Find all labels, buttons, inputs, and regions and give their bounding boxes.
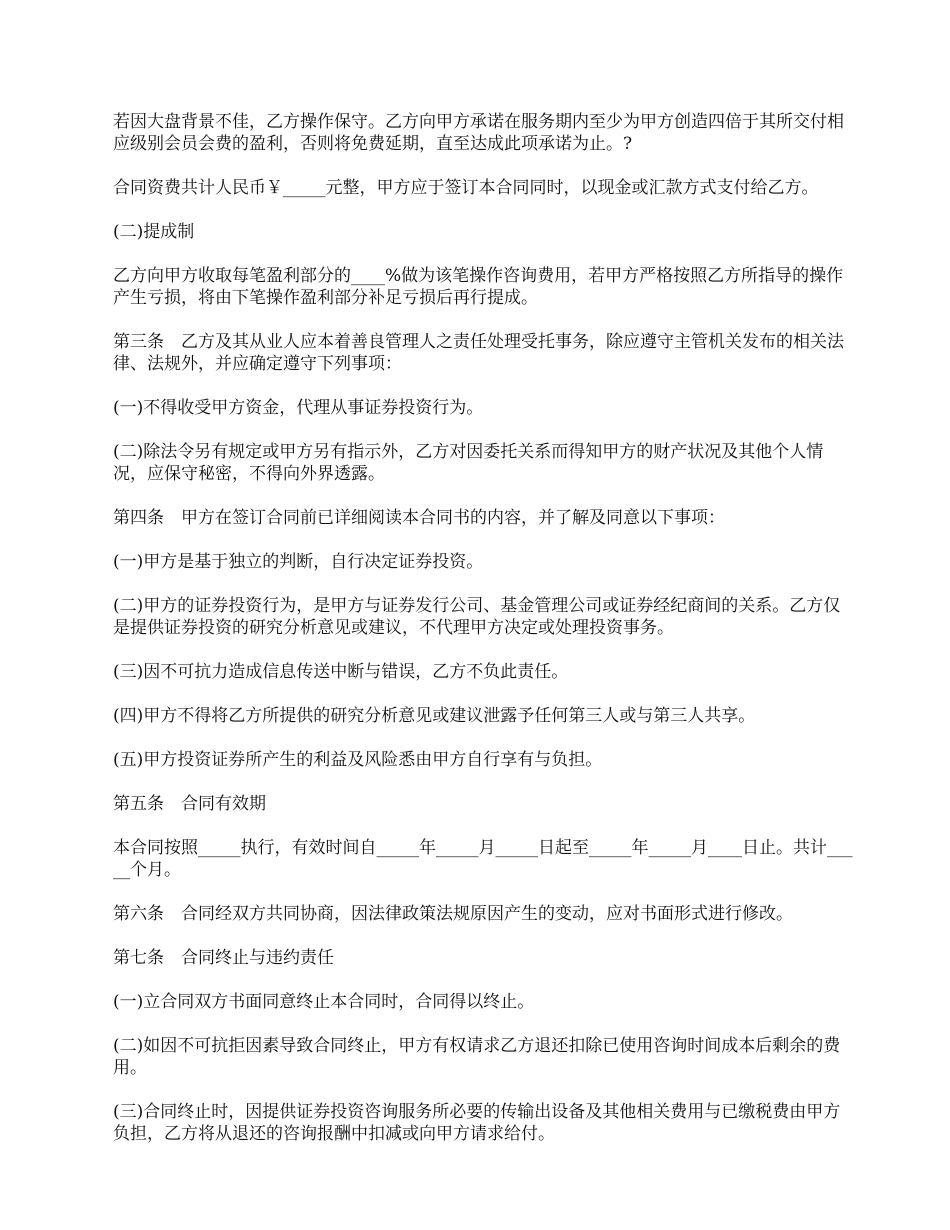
article-3-item-2: (二)除法令另有规定或甲方另有指示外，乙方对因委托关系而得知甲方的财产状况及其他个人情况，应保守秘密，不得向外界透露。	[113, 442, 824, 484]
article-3-heading: 第三条 乙方及其从业人应本着善良管理人之责任处理受托事务，除应遵守主管机关发布的相关法律、法规外，并应确定遵守下列事项：	[113, 332, 844, 374]
article-4-item-2: (二)甲方的证券投资行为，是甲方与证券发行公司、基金管理公司或证券经纪商间的关系。乙方仅是提供证券投资的研究分析意见或建议，不代理甲方决定或处理投资事务。	[113, 596, 841, 638]
article-4-item-4: (四)甲方不得将乙方所提供的研究分析意见或建议泄露予任何第三人或与第三人共享。	[113, 706, 756, 726]
paragraph-commission-heading: (二)提成制	[113, 222, 195, 242]
article-7-heading: 第七条 合同终止与违约责任	[113, 948, 334, 968]
article-3-item-1: (一)不得收受甲方资金，代理从事证券投资行为。	[113, 398, 484, 418]
paragraph-performance-guarantee: 若因大盘背景不佳，乙方操作保守。乙方向甲方承诺在服务期内至少为甲方创造四倍于其所交付相应级别会员会费的盈利，否则将免费延期，直至达成此项承诺为止。?	[113, 112, 844, 154]
article-6-amendment: 第六条 合同经双方共同协商，因法律政策法规原因产生的变动，应对书面形式进行修改。	[113, 904, 793, 924]
article-7-item-2: (二)如因不可抗拒因素导致合同终止，甲方有权请求乙方退还扣除已使用咨询时间成本后剩余的费用。	[113, 1036, 841, 1078]
paragraph-commission-terms: 乙方向甲方收取每笔盈利部分的____%做为该笔操作咨询费用，若甲方严格按照乙方所指导的操作产生亏损，将由下笔操作盈利部分补足亏损后再行提成。	[113, 266, 844, 308]
article-4-item-1: (一)甲方是基于独立的判断，自行决定证券投资。	[113, 552, 484, 572]
article-5-heading: 第五条 合同有效期	[113, 794, 266, 814]
article-4-item-3: (三)因不可抗力造成信息传送中断与错误，乙方不负此责任。	[113, 662, 569, 682]
paragraph-contract-fee: 合同资费共计人民币￥_____元整，甲方应于签订本合同同时，以现金或汇款方式支付给乙方。	[113, 178, 819, 198]
article-7-item-3: (三)合同终止时，因提供证券投资咨询服务所必要的传输出设备及其他相关费用与已缴税费由甲方负担，乙方将从退还的咨询报酬中扣减或向甲方请求给付。	[113, 1102, 841, 1144]
article-4-item-5: (五)甲方投资证券所产生的利益及风险悉由甲方自行享有与负担。	[113, 750, 603, 770]
document-body	[113, 111, 853, 1167]
article-7-item-1: (一)立合同双方书面同意终止本合同时，合同得以终止。	[113, 992, 535, 1012]
article-5-validity-period: 本合同按照_____执行，有效时间自_____年_____月_____日起至_____年_____月____日止。共计_____个月。	[113, 838, 853, 880]
article-4-heading: 第四条 甲方在签订合同前已详细阅读本合同书的内容，并了解及同意以下事项：	[113, 508, 725, 528]
